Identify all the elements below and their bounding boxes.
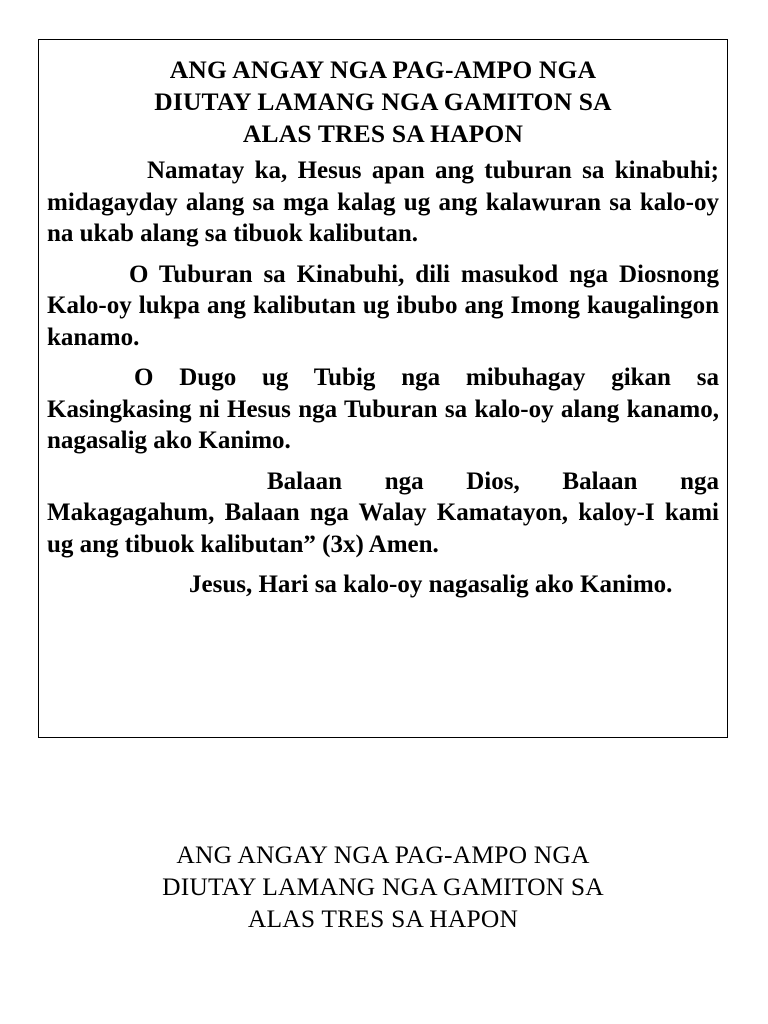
title-line: DIUTAY LAMANG NGA GAMITON SA xyxy=(154,87,612,116)
prayer-paragraph: O Tuburan sa Kinabuhi, dili masukod nga Diosnong Kalo-oy lukpa ang kalibutan ug ibubo ang Imong kaugalingon kanamo. xyxy=(47,260,719,351)
title-line: ANG ANGAY NGA PAG-AMPO NGA xyxy=(176,840,590,869)
prayer-paragraph: Balaan nga Dios, Balaan nga Makagagahum, Balaan nga Walay Kamatayon, kaloy-I kami ug ang tibuok kalibutan” (3x) Amen. xyxy=(47,467,719,558)
prayer-card xyxy=(38,39,728,738)
title-line: DIUTAY LAMANG NGA GAMITON SA xyxy=(162,872,604,901)
second-prayer-title xyxy=(38,839,728,935)
prayer-paragraph: Namatay ka, Hesus apan ang tuburan sa kinabuhi; midagayday alang sa mga kalag ug ang kalawuran sa kalo-oy na ukab alang sa tibuok kalibutan. xyxy=(47,157,719,247)
prayer-paragraph: O Dugo ug Tubig nga mibuhagay gikan sa Kasingkasing ni Hesus nga Tuburan sa kalo-oy alang kanamo, nagasalig ako Kanimo. xyxy=(47,364,719,454)
title-line: ALAS TRES SA HAPON xyxy=(247,904,519,933)
prayer-paragraph: Jesus, Hari sa kalo-oy nagasalig ako Kanimo. xyxy=(189,571,673,598)
prayer-title xyxy=(47,54,719,150)
title-line: ALAS TRES SA HAPON xyxy=(242,119,524,148)
title-line: ANG ANGAY NGA PAG-AMPO NGA xyxy=(169,55,597,84)
